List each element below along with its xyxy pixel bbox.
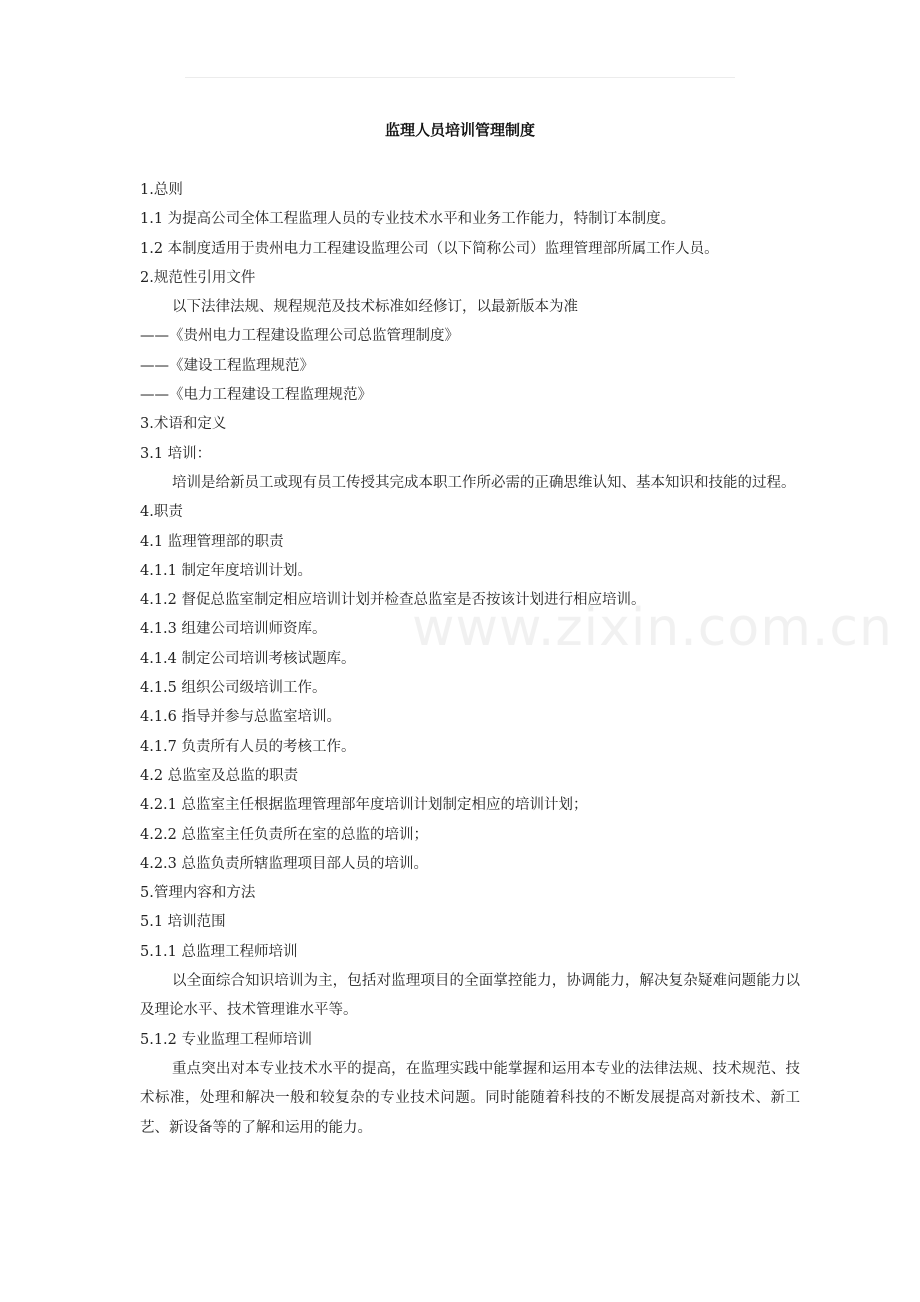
clause-4-1-3: 4.1.3 组建公司培训师资库。 [140, 621, 327, 638]
header-rule [185, 77, 735, 78]
clause-5-1: 5.1 培训范围 [140, 914, 226, 931]
references-intro: 以下法律法规、规程规范及技术标准如经修订，以最新版本为准 [172, 299, 578, 316]
training-definition-paragraph: 培训是给新员工或现有员工传授其完成本职工作所必需的正确思维认知、基本知识和技能的过程。 [172, 474, 796, 491]
clause-4-1-4: 4.1.4 制定公司培训考核试题库。 [140, 650, 356, 667]
clause-4-1: 4.1 监理管理部的职责 [140, 533, 284, 550]
reference-item: ——《贵州电力工程建设监理公司总监管理制度》 [140, 328, 459, 345]
clause-1-1: 1.1 为提高公司全体工程监理人员的专业技术水平和业务工作能力，特制订本制度。 [140, 211, 676, 228]
clause-4-1-6: 4.1.6 指导并参与总监室培训。 [140, 709, 342, 726]
clause-5-1-2: 5.1.2 专业监理工程师培训 [140, 1031, 313, 1048]
clause-4-2-3: 4.2.3 总监负责所辖监理项目部人员的培训。 [140, 855, 429, 872]
document-body [140, 176, 800, 1143]
specialist-engineer-training-paragraph: 重点突出对本专业技术水平的提高，在监理实践中能掌握和运用本专业的法律法规、技术规范、技术标准，处理和解决一般和较复杂的专业技术问题。同时能随着科技的不断发展提高对新技术、新工艺、新设备等的了解和运用的能力。 [140, 1060, 800, 1136]
reference-item: ——《电力工程建设工程监理规范》 [140, 387, 372, 404]
clause-4-2-2: 4.2.2 总监室主任负责所在室的总监的培训； [140, 826, 429, 843]
clause-4-1-1: 4.1.1 制定年度培训计划。 [140, 562, 313, 579]
clause-5-1-1: 5.1.1 总监理工程师培训 [140, 943, 298, 960]
clause-4-2: 4.2 总监室及总监的职责 [140, 767, 299, 784]
clause-3-1: 3.1 培训： [140, 445, 212, 462]
clause-4-1-7: 4.1.7 负责所有人员的考核工作。 [140, 738, 356, 755]
watermark: www.zixin.com.cn [412, 598, 893, 658]
heading-responsibilities: 4.职责 [140, 504, 183, 521]
clause-4-1-2: 4.1.2 督促总监室制定相应培训计划并检查总监室是否按该计划进行相应培训。 [140, 592, 646, 609]
document-title: 监理人员培训管理制度 [384, 121, 535, 139]
chief-engineer-training-paragraph: 以全面综合知识培训为主，包括对监理项目的全面掌控能力，协调能力，解决复杂疑难问题能力以及理论水平、技术管理谁水平等。 [140, 973, 800, 1019]
footer-mark [443, 1213, 477, 1225]
clause-1-2: 1.2 本制度适用于贵州电力工程建设监理公司（以下简称公司）监理管理部所属工作人员。 [140, 240, 719, 257]
heading-management: 5.管理内容和方法 [140, 885, 256, 902]
clause-4-1-5: 4.1.5 组织公司级培训工作。 [140, 680, 327, 697]
heading-general: 1.总则 [140, 182, 183, 198]
reference-item: ——《建设工程监理规范》 [140, 357, 314, 374]
heading-references: 2.规范性引用文件 [140, 269, 256, 286]
heading-terms: 3.术语和定义 [140, 416, 227, 433]
clause-4-2-1: 4.2.1 总监室主任根据监理管理部年度培训计划制定相应的培训计划； [140, 797, 588, 814]
